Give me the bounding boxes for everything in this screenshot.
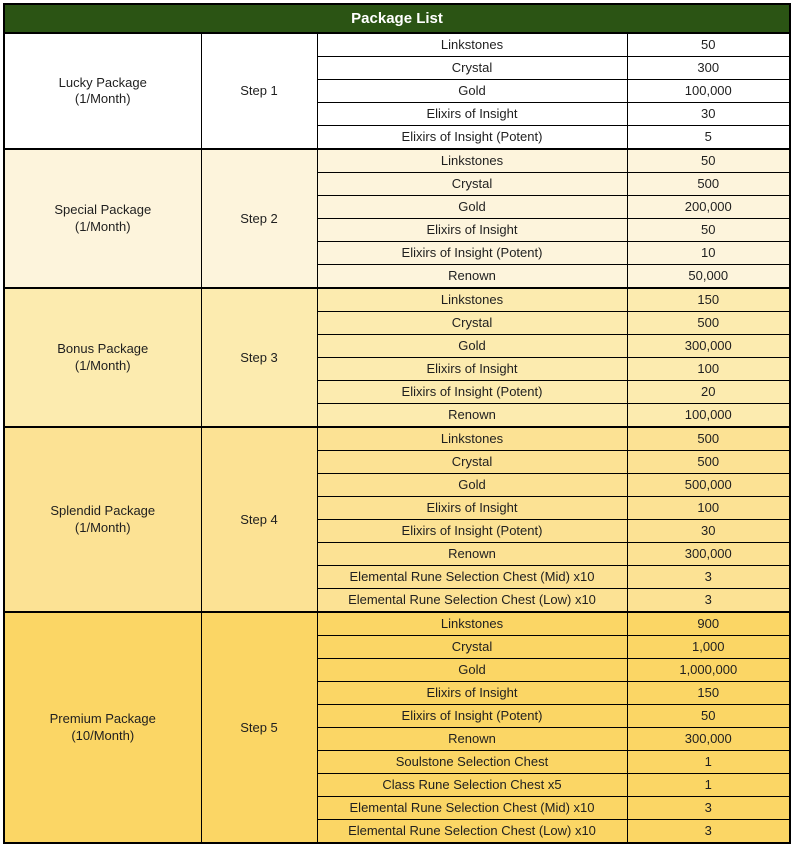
item-qty-cell: 3 bbox=[627, 797, 790, 820]
item-name-cell: Crystal bbox=[317, 57, 627, 80]
item-qty-cell: 150 bbox=[627, 288, 790, 312]
package-name-cell bbox=[4, 288, 201, 427]
item-name-cell: Elixirs of Insight (Potent) bbox=[317, 381, 627, 404]
title-row bbox=[4, 4, 790, 33]
item-qty-cell: 200,000 bbox=[627, 196, 790, 219]
item-qty-cell: 300,000 bbox=[627, 728, 790, 751]
item-qty-cell: 500 bbox=[627, 427, 790, 451]
item-qty-cell: 50 bbox=[627, 219, 790, 242]
item-name-cell: Gold bbox=[317, 80, 627, 103]
step-cell: Step 2 bbox=[201, 149, 317, 288]
item-name-cell: Gold bbox=[317, 196, 627, 219]
item-name-cell: Elemental Rune Selection Chest (Low) x10 bbox=[317, 820, 627, 844]
package-table bbox=[3, 3, 791, 844]
item-qty-cell: 100,000 bbox=[627, 80, 790, 103]
item-name-cell: Crystal bbox=[317, 636, 627, 659]
item-qty-cell: 50 bbox=[627, 705, 790, 728]
package-frequency: (1/Month) bbox=[74, 91, 131, 106]
item-name-cell: Elixirs of Insight bbox=[317, 219, 627, 242]
package-frequency: (1/Month) bbox=[74, 218, 131, 234]
package-frequency: (10/Month) bbox=[71, 727, 135, 743]
item-name-cell: Linkstones bbox=[317, 288, 627, 312]
step-cell: Step 5 bbox=[201, 612, 317, 843]
step-cell: Step 4 bbox=[201, 427, 317, 612]
package-frequency: (1/Month) bbox=[74, 519, 131, 535]
item-name-cell: Elemental Rune Selection Chest (Mid) x10 bbox=[317, 797, 627, 820]
table-body bbox=[4, 33, 790, 843]
item-qty-cell: 1 bbox=[627, 751, 790, 774]
item-name-cell: Linkstones bbox=[317, 33, 627, 57]
item-qty-cell: 30 bbox=[627, 520, 790, 543]
step-cell: Step 1 bbox=[201, 33, 317, 149]
item-qty-cell: 50 bbox=[627, 149, 790, 173]
package-name: Bonus Package bbox=[57, 341, 149, 357]
table-row bbox=[4, 612, 790, 636]
item-name-cell: Linkstones bbox=[317, 427, 627, 451]
item-qty-cell: 1 bbox=[627, 774, 790, 797]
package-name-cell bbox=[4, 33, 201, 149]
item-name-cell: Gold bbox=[317, 474, 627, 497]
package-name-cell bbox=[4, 612, 201, 843]
item-qty-cell: 150 bbox=[627, 682, 790, 705]
item-qty-cell: 1,000,000 bbox=[627, 659, 790, 682]
item-name-cell: Linkstones bbox=[317, 612, 627, 636]
table-row bbox=[4, 427, 790, 451]
item-name-cell: Renown bbox=[317, 404, 627, 428]
item-qty-cell: 500 bbox=[627, 451, 790, 474]
table-row bbox=[4, 149, 790, 173]
table-row bbox=[4, 288, 790, 312]
item-name-cell: Crystal bbox=[317, 451, 627, 474]
item-name-cell: Elixirs of Insight bbox=[317, 103, 627, 126]
item-name-cell: Elixirs of Insight bbox=[317, 358, 627, 381]
item-name-cell: Elixirs of Insight (Potent) bbox=[317, 242, 627, 265]
item-qty-cell: 500 bbox=[627, 312, 790, 335]
item-name-cell: Elixirs of Insight (Potent) bbox=[317, 520, 627, 543]
package-name: Lucky Package bbox=[58, 74, 147, 90]
item-qty-cell: 300,000 bbox=[627, 543, 790, 566]
item-name-cell: Gold bbox=[317, 335, 627, 358]
item-name-cell: Elixirs of Insight bbox=[317, 497, 627, 520]
item-name-cell: Renown bbox=[317, 265, 627, 289]
item-name-cell: Elixirs of Insight bbox=[317, 682, 627, 705]
item-name-cell: Class Rune Selection Chest x5 bbox=[317, 774, 627, 797]
table-title: Package List bbox=[4, 4, 790, 33]
item-qty-cell: 3 bbox=[627, 566, 790, 589]
item-qty-cell: 10 bbox=[627, 242, 790, 265]
step-cell: Step 3 bbox=[201, 288, 317, 427]
package-name: Splendid Package bbox=[50, 503, 156, 519]
item-name-cell: Linkstones bbox=[317, 149, 627, 173]
package-name: Special Package bbox=[54, 202, 152, 218]
item-qty-cell: 100 bbox=[627, 358, 790, 381]
package-name-cell bbox=[4, 427, 201, 612]
table-row bbox=[4, 33, 790, 57]
item-name-cell: Renown bbox=[317, 728, 627, 751]
item-qty-cell: 50,000 bbox=[627, 265, 790, 289]
item-qty-cell: 50 bbox=[627, 33, 790, 57]
item-qty-cell: 100,000 bbox=[627, 404, 790, 428]
item-qty-cell: 500 bbox=[627, 173, 790, 196]
package-name-cell bbox=[4, 149, 201, 288]
item-name-cell: Gold bbox=[317, 659, 627, 682]
item-name-cell: Elixirs of Insight (Potent) bbox=[317, 705, 627, 728]
item-qty-cell: 500,000 bbox=[627, 474, 790, 497]
item-qty-cell: 900 bbox=[627, 612, 790, 636]
item-name-cell: Crystal bbox=[317, 312, 627, 335]
item-name-cell: Elemental Rune Selection Chest (Low) x10 bbox=[317, 589, 627, 613]
item-qty-cell: 300,000 bbox=[627, 335, 790, 358]
item-qty-cell: 5 bbox=[627, 126, 790, 150]
item-qty-cell: 30 bbox=[627, 103, 790, 126]
item-qty-cell: 3 bbox=[627, 589, 790, 613]
package-frequency: (1/Month) bbox=[74, 357, 131, 373]
item-qty-cell: 3 bbox=[627, 820, 790, 844]
item-name-cell: Renown bbox=[317, 543, 627, 566]
item-qty-cell: 1,000 bbox=[627, 636, 790, 659]
item-qty-cell: 300 bbox=[627, 57, 790, 80]
item-name-cell: Soulstone Selection Chest bbox=[317, 751, 627, 774]
item-name-cell: Elixirs of Insight (Potent) bbox=[317, 126, 627, 150]
item-qty-cell: 20 bbox=[627, 381, 790, 404]
package-name: Premium Package bbox=[49, 711, 156, 727]
item-qty-cell: 100 bbox=[627, 497, 790, 520]
item-name-cell: Crystal bbox=[317, 173, 627, 196]
item-name-cell: Elemental Rune Selection Chest (Mid) x10 bbox=[317, 566, 627, 589]
